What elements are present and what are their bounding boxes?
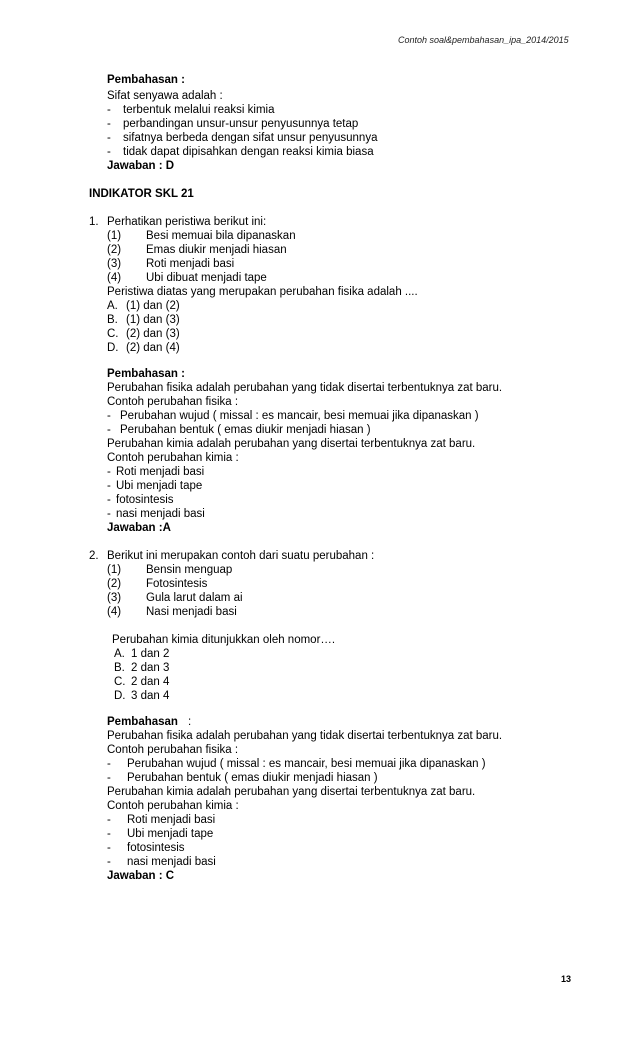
dash-bullet: - (107, 828, 111, 840)
list-item: Besi memuai bila dipanaskan (146, 230, 296, 242)
option-letter: D. (107, 342, 119, 354)
question-text: Perubahan kimia ditunjukkan oleh nomor…. (112, 634, 336, 646)
list-item: Perubahan wujud ( missal : es mancair, besi memuai jika dipanaskan ) (127, 758, 486, 770)
option-letter: B. (107, 314, 118, 326)
dash-bullet: - (107, 842, 111, 854)
list-item: Ubi menjadi tape (116, 480, 203, 492)
dash-bullet: - (107, 132, 111, 144)
answer: Jawaban :A (107, 522, 171, 534)
dash-bullet: - (107, 508, 111, 520)
dash-bullet: - (107, 466, 111, 478)
option-text: (2) dan (4) (126, 342, 180, 354)
dash-bullet: - (107, 758, 111, 770)
answer: Jawaban : D (107, 160, 175, 172)
explanation-line: Perubahan fisika adalah perubahan yang tidak disertai terbentuknya zat baru. (107, 730, 503, 742)
dash-bullet: - (107, 480, 111, 492)
list-item: Nasi menjadi basi (146, 606, 237, 618)
list-item: terbentuk melalui reaksi kimia (123, 104, 275, 116)
pembahasan-colon: : (188, 716, 192, 728)
pembahasan-title: Pembahasan : (107, 368, 185, 380)
item-number: (4) (107, 272, 122, 284)
option-text: (2) dan (3) (126, 328, 180, 340)
option-text: 1 dan 2 (131, 648, 170, 660)
list-item: nasi menjadi basi (116, 508, 205, 520)
list-item: Perubahan wujud ( missal : es mancair, besi memuai jika dipanaskan ) (120, 410, 479, 422)
list-item: Emas diukir menjadi hiasan (146, 244, 287, 256)
option-text: (1) dan (2) (126, 300, 180, 312)
pembahasan-title: Pembahasan (107, 716, 178, 728)
explanation-line: Contoh perubahan fisika : (107, 744, 239, 756)
explanation-line: Contoh perubahan kimia : (107, 452, 239, 464)
list-item: Ubi dibuat menjadi tape (146, 272, 267, 284)
explanation-line: Perubahan kimia adalah perubahan yang disertai terbentuknya zat baru. (107, 786, 476, 798)
question-number: 2. (89, 550, 99, 562)
dash-bullet: - (107, 856, 111, 868)
item-number: (1) (107, 230, 122, 242)
list-item: Roti menjadi basi (146, 258, 235, 270)
question-prompt: Perhatikan peristiwa berikut ini: (107, 216, 267, 228)
list-item: perbandingan unsur-unsur penyusunnya tetap (123, 118, 359, 130)
list-item: Perubahan bentuk ( emas diukir menjadi hiasan ) (127, 772, 378, 784)
option-letter: C. (107, 328, 119, 340)
dash-bullet: - (107, 814, 111, 826)
dash-bullet: - (107, 118, 111, 130)
list-item: Gula larut dalam ai (146, 592, 243, 604)
dash-bullet: - (107, 104, 111, 116)
list-item: Roti menjadi basi (116, 466, 205, 478)
dash-bullet: - (107, 424, 111, 436)
pembahasan-title: Pembahasan : (107, 74, 185, 86)
option-text: (1) dan (3) (126, 314, 180, 326)
question-prompt: Berikut ini merupakan contoh dari suatu perubahan : (107, 550, 375, 562)
list-item: sifatnya berbeda dengan sifat unsur penyusunnya (123, 132, 378, 144)
question-number: 1. (89, 216, 99, 228)
option-letter: A. (114, 648, 125, 660)
item-number: (3) (107, 258, 122, 270)
option-text: 3 dan 4 (131, 690, 170, 702)
item-number: (1) (107, 564, 122, 576)
list-item: Perubahan bentuk ( emas diukir menjadi hiasan ) (120, 424, 371, 436)
explanation-line: Contoh perubahan kimia : (107, 800, 239, 812)
dash-bullet: - (107, 494, 111, 506)
explanation-line: Perubahan fisika adalah perubahan yang tidak disertai terbentuknya zat baru. (107, 382, 503, 394)
dash-bullet: - (107, 410, 111, 422)
list-item: tidak dapat dipisahkan dengan reaksi kimia biasa (123, 146, 374, 158)
dash-bullet: - (107, 772, 111, 784)
option-letter: C. (114, 676, 126, 688)
item-number: (3) (107, 592, 122, 604)
option-letter: A. (107, 300, 118, 312)
dash-bullet: - (107, 146, 111, 158)
answer: Jawaban : C (107, 870, 175, 882)
page-number: 13 (561, 974, 572, 984)
list-item: Roti menjadi basi (127, 814, 216, 826)
explanation-line: Contoh perubahan fisika : (107, 396, 239, 408)
list-item: nasi menjadi basi (127, 856, 216, 868)
list-item: Fotosintesis (146, 578, 208, 590)
running-header: Contoh soal&pembahasan_ipa_2014/2015 (398, 35, 569, 45)
explanation-line: Perubahan kimia adalah perubahan yang disertai terbentuknya zat baru. (107, 438, 476, 450)
list-item: Ubi menjadi tape (127, 828, 214, 840)
item-number: (2) (107, 244, 122, 256)
item-number: (4) (107, 606, 122, 618)
list-item: fotosintesis (116, 494, 174, 506)
section-intro: Sifat senyawa adalah : (107, 90, 223, 102)
option-letter: D. (114, 690, 126, 702)
question-text: Peristiwa diatas yang merupakan perubahan fisika adalah .... (107, 286, 418, 298)
item-number: (2) (107, 578, 122, 590)
list-item: Bensin menguap (146, 564, 233, 576)
option-text: 2 dan 4 (131, 676, 170, 688)
option-text: 2 dan 3 (131, 662, 170, 674)
list-item: fotosintesis (127, 842, 185, 854)
section-heading: INDIKATOR SKL 21 (89, 188, 194, 200)
option-letter: B. (114, 662, 125, 674)
